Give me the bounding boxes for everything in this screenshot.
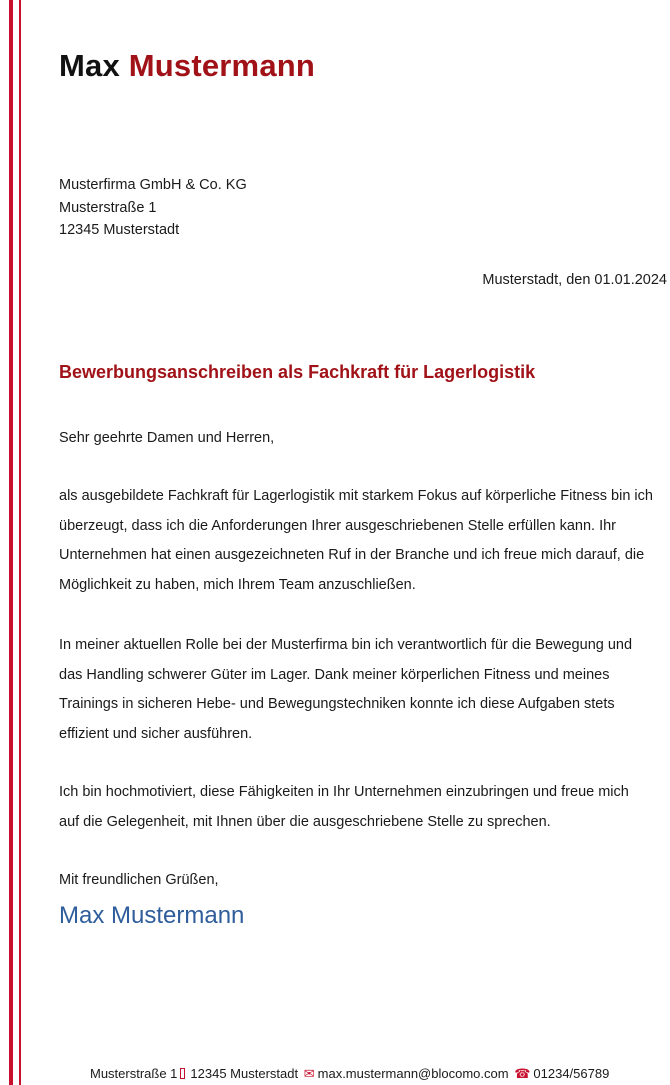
paragraph-line: Trainings in sicheren Hebe- und Bewegungstechniken konnte ich diese Aufgaben stets [59, 696, 615, 712]
sender-last-name: Mustermann [128, 48, 316, 83]
salutation: Sehr geehrte Damen und Herren, [59, 430, 275, 446]
footer-street: Musterstraße 1 [90, 1066, 178, 1081]
email-icon: ✉ [303, 1066, 315, 1081]
recipient-city: 12345 Musterstadt [59, 222, 180, 238]
recipient-address [59, 174, 247, 242]
footer-phone[interactable]: 01234/56789 [533, 1066, 610, 1081]
left-accent-bar-thin [19, 0, 21, 1085]
paragraph-line: als ausgebildete Fachkraft für Lagerlogistik mit starkem Fokus auf körperliche Fitness bin ich [59, 488, 653, 504]
recipient-company: Musterfirma GmbH & Co. KG [59, 177, 247, 193]
location-separator-icon [180, 1068, 185, 1079]
footer-city: 12345 Musterstadt [190, 1066, 299, 1081]
paragraph-line: Unternehmen hat einen ausgezeichneten Ruf in der Branche und ich freue mich darauf, die [59, 547, 645, 563]
paragraph-line: Möglichkeit zu haben, mich Ihrem Team anzuschließen. [59, 576, 416, 593]
recipient-street: Musterstraße 1 [59, 199, 157, 216]
paragraph-line: auf die Gelegenheit, mit Ihnen über die ausgeschriebene Stelle zu sprechen. [59, 813, 551, 830]
paragraph-line: Ich bin hochmotiviert, diese Fähigkeiten in Ihr Unternehmen einzubringen und freue mich [59, 784, 629, 800]
body-paragraph-1 [59, 482, 665, 600]
phone-icon: ☎ [514, 1066, 531, 1081]
sender-name-heading [59, 48, 315, 84]
body-paragraph-3 [59, 778, 665, 837]
body-paragraph-2 [59, 631, 665, 749]
place-and-date: Musterstadt, den 01.01.2024 [482, 272, 667, 288]
paragraph-line: überzeugt, dass ich die Anforderungen Ihrer ausgeschriebenen Stelle erfüllen kann. Ihr [59, 517, 616, 534]
signature-name: Max Mustermann [59, 902, 245, 929]
closing-greeting: Mit freundlichen Grüßen, [59, 872, 219, 888]
footer-email[interactable]: max.mustermann@blocomo.com [317, 1066, 509, 1081]
paragraph-line: In meiner aktuellen Rolle bei der Musterfirma bin ich verantwortlich für die Bewegung und [59, 637, 633, 653]
paragraph-line: das Handling schwerer Güter im Lager. Dank meiner körperlichen Fitness und meines [59, 666, 610, 683]
letter-subject: Bewerbungsanschreiben als Fachkraft für Lagerlogistik [59, 362, 536, 382]
paragraph-line: effizient und sicher ausführen. [59, 725, 253, 742]
sender-first-name: Max [59, 48, 120, 83]
left-accent-bar-thick [9, 0, 13, 1085]
footer-contact-line [90, 1066, 609, 1082]
